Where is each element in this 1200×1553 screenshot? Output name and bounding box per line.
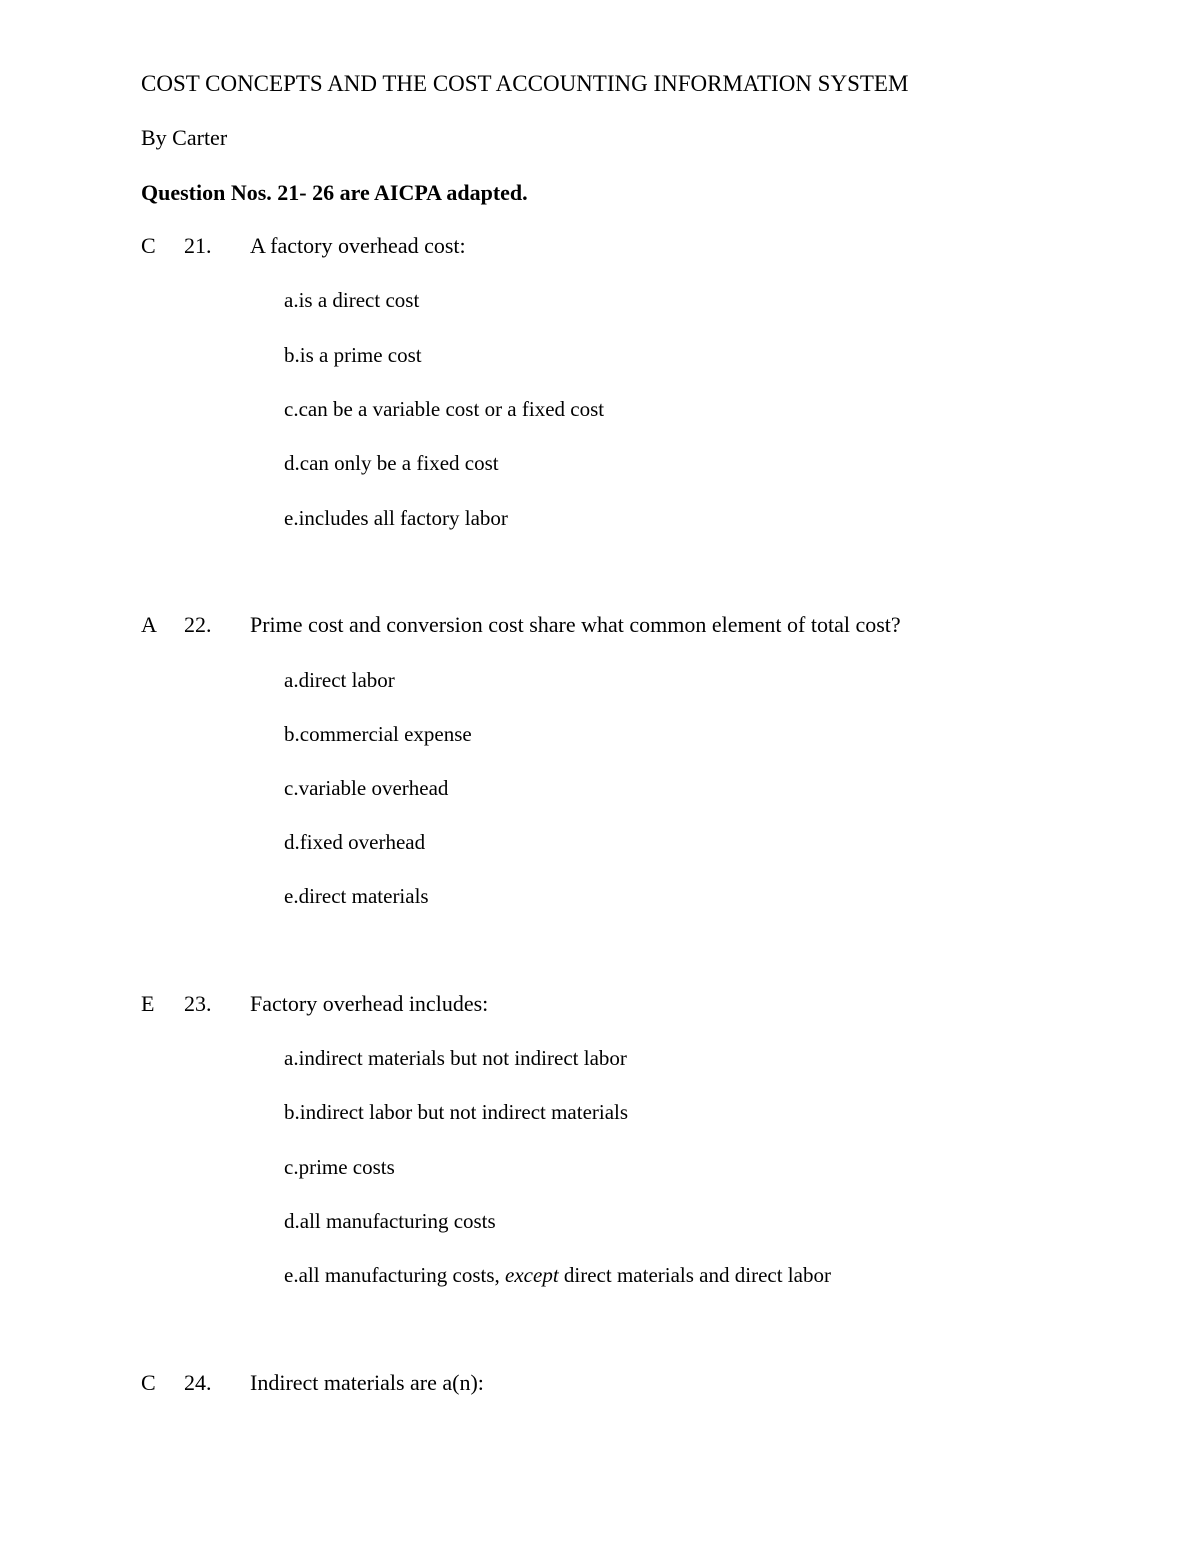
option-letter: c. [284,1155,299,1179]
option-letter: b. [284,722,300,746]
question-text: Prime cost and conversion cost share what common element of total cost? [250,612,901,637]
option-item [284,396,604,422]
option-letter: a. [284,668,299,692]
option-text: can only be a fixed cost [299,451,499,475]
option-letter: d. [284,830,300,854]
option-letter: e. [284,506,299,530]
option-item [284,287,419,313]
option-letter: d. [284,451,300,475]
option-text: all manufacturing costs [299,1209,496,1233]
option-text: all manufacturing costs, [298,1263,506,1287]
option-text-after: direct materials and direct labor [558,1263,831,1287]
option-text: direct labor [298,668,395,692]
document-title: COST CONCEPTS AND THE COST ACCOUNTING INFORMATION SYSTEM [141,71,909,96]
option-letter: e. [284,1263,299,1287]
option-letter: d. [284,1209,300,1233]
option-item [284,342,422,368]
option-item [284,1045,627,1071]
option-item [284,1208,496,1234]
option-text: indirect materials but not indirect labor [298,1046,627,1070]
option-item [284,1154,395,1180]
question-text: A factory overhead cost: [250,233,466,258]
option-item [284,1262,831,1288]
option-item [284,775,448,801]
option-text: commercial expense [299,722,472,746]
option-letter: a. [284,288,299,312]
question-answer-key: A [141,612,157,637]
document-note: Question Nos. 21- 26 are AICPA adapted. [141,180,528,205]
option-letter: b. [284,1100,300,1124]
option-text: prime costs [298,1155,395,1179]
option-item [284,450,499,476]
document-author: By Carter [141,125,228,150]
option-text-italic: except [505,1263,559,1287]
question-number: 23. [184,991,212,1016]
question-number: 24. [184,1370,212,1395]
option-text: direct materials [298,884,429,908]
option-letter: e. [284,884,299,908]
question-answer-key: C [141,233,156,258]
option-item [284,1099,628,1125]
option-text: fixed overhead [299,830,426,854]
question-answer-key: C [141,1370,156,1395]
question-text: Indirect materials are a(n): [250,1370,484,1395]
question-number: 21. [184,233,212,258]
question-text: Factory overhead includes: [250,991,489,1016]
option-letter: c. [284,397,299,421]
option-text: is a prime cost [299,343,422,367]
option-item [284,721,472,747]
option-item [284,505,508,531]
option-text: can be a variable cost or a fixed cost [298,397,605,421]
option-letter: c. [284,776,299,800]
option-text: includes all factory labor [298,506,508,530]
option-text: is a direct cost [298,288,420,312]
option-letter: b. [284,343,300,367]
option-letter: a. [284,1046,299,1070]
option-text: indirect labor but not indirect materials [299,1100,629,1124]
option-item [284,829,425,855]
question-answer-key: E [141,991,155,1016]
option-item [284,667,395,693]
option-item [284,883,429,909]
question-number: 22. [184,612,212,637]
option-text: variable overhead [298,776,449,800]
